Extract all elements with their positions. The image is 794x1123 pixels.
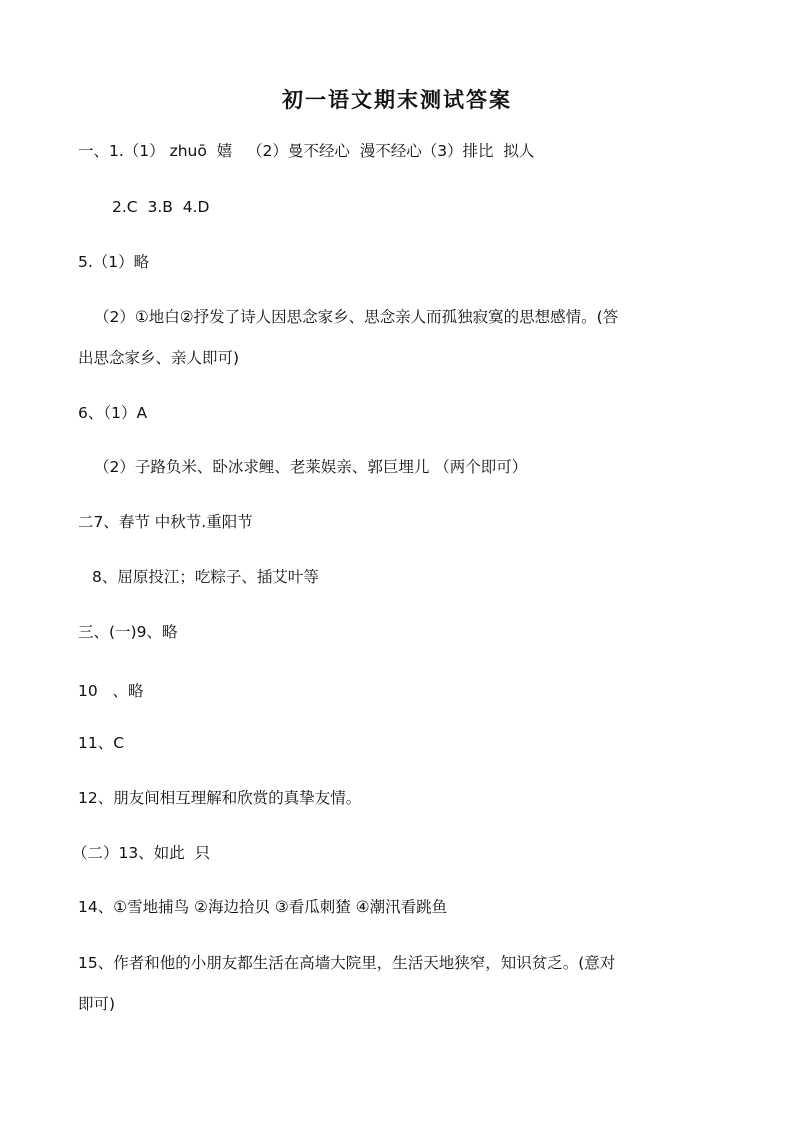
answer-line-2: 2.C 3.B 4.D xyxy=(112,198,210,216)
answer-line-5-2: （2）①地白②抒发了诗人因思念家乡、思念亲人而孤独寂寞的思想感情。(答 xyxy=(94,308,619,326)
answer-line-6-1: 6、（1）A xyxy=(78,404,148,422)
answer-line-15-cont: 即可) xyxy=(78,995,116,1013)
answer-line-11: 11、C xyxy=(78,734,125,752)
page-title: 初一语文期末测试答案 xyxy=(282,87,512,112)
answer-line-1: 一、1.（1） zhuō 嬉 （2）曼不经心 漫不经心（3）排比 拟人 xyxy=(78,142,535,160)
answer-line-15: 15、作者和他的小朋友都生活在高墙大院里，生活天地狭窄，知识贫乏。(意对 xyxy=(78,954,616,972)
answer-line-5-2-cont: 出思念家乡、亲人即可) xyxy=(78,349,240,367)
answer-line-12: 12、朋友间相互理解和欣赏的真挚友情。 xyxy=(78,789,362,807)
answer-line-10: 10 、略 xyxy=(78,682,144,700)
answer-line-13: （二）13、如此 只 xyxy=(72,844,211,862)
answer-line-9: 三、(一)9、略 xyxy=(78,623,178,641)
answer-line-5-1: 5.（1）略 xyxy=(78,253,150,271)
answer-line-8: 8、屈原投江；吃粽子、插艾叶等 xyxy=(92,568,319,586)
answer-line-7: 二7、春节 中秋节.重阳节 xyxy=(78,513,253,531)
answer-line-14: 14、①雪地捕鸟 ②海边拾贝 ③看瓜刺猹 ④潮汛看跳鱼 xyxy=(78,898,448,916)
answer-line-6-2: （2）子路负米、卧冰求鲤、老莱娱亲、郭巨埋儿 （两个即可） xyxy=(94,458,528,476)
